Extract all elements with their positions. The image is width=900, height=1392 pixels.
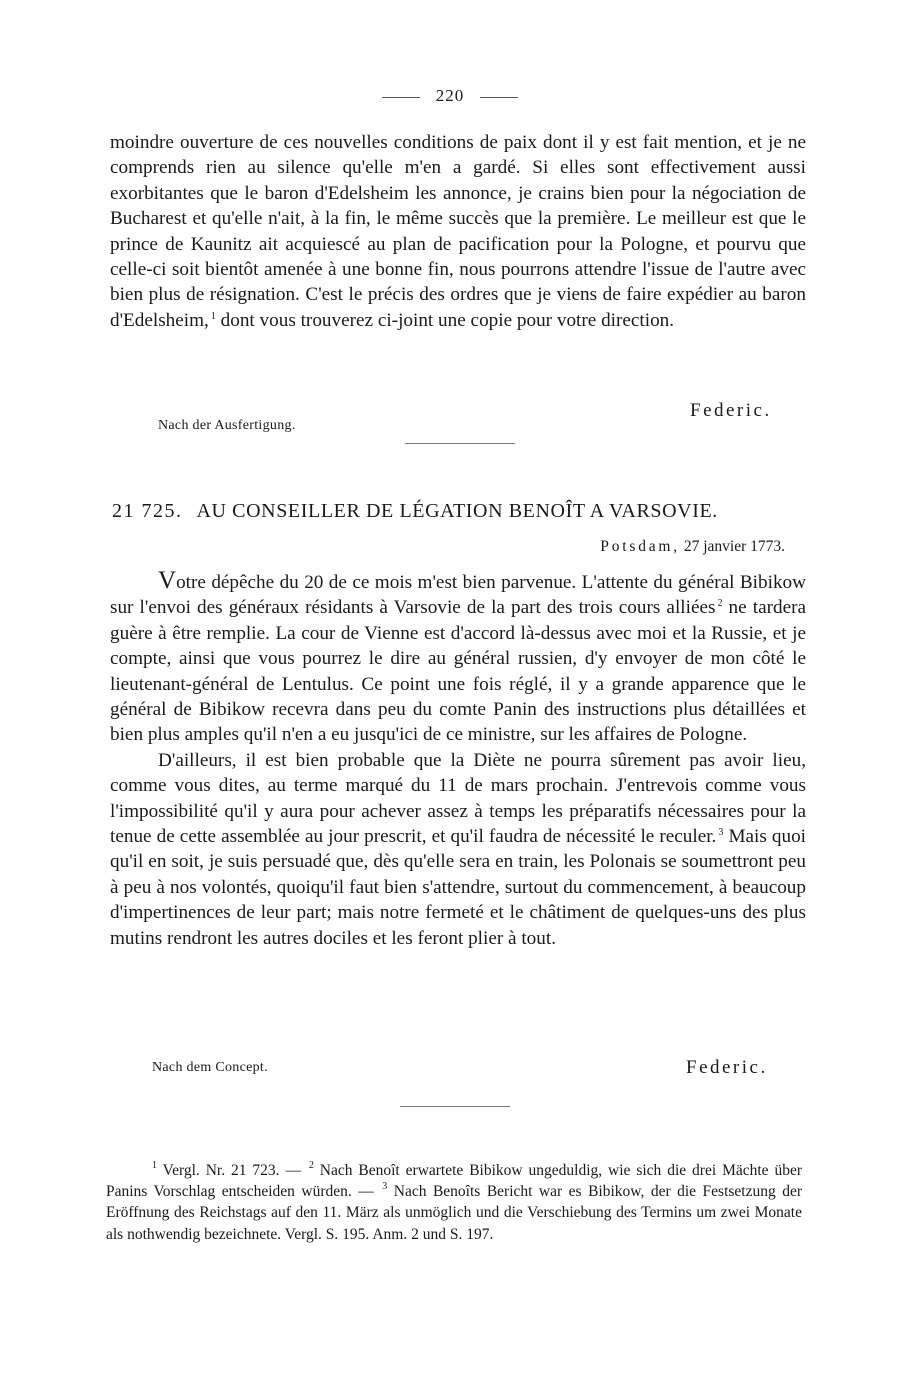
section-divider [405,443,515,444]
letter-date: 27 janvier 1773. [683,538,785,555]
footnote-ref-2: 2 [717,598,723,610]
footnote-mark-2: 2 [308,1160,314,1171]
footnote-1: Vergl. Nr. 21 723. — [162,1162,301,1179]
paragraph-1-text-a: otre dépêche du 20 de ce mois m'est bien parvenue. L'attente du général Bibikow sur l'envoi des généraux résidants à Varsovie de la part des trois cours alliées [110,572,806,619]
previous-letter-signature: Federic. [690,400,772,421]
footnote-mark-1: 1 [152,1160,157,1171]
footnote-2: Nach Benoît erwartete Bibikow ungeduldig, wie sich die drei Mächte über Panins Vorschlag entscheiden würden. — [106,1162,802,1201]
footnote-ref-3: 3 [718,827,724,839]
page-number [0,86,900,106]
previous-letter-source: Nach der Ausfertigung. [158,418,296,433]
letter-source: Nach dem Concept. [152,1060,268,1075]
paragraph-1-text-b: ne tardera guère à être remplie. La cour de Vienne est d'accord là-dessus avec moi et la Russie, et je compte, ainsi que vous pourrez le dire au général russien, d'y envoyer de mon côté le lieutenant-général de Lentulus. Ce point une fois réglé, il y a grande apparence que le général de Bibikow recevra dans peu du comte Panin des instructions plus détaillées et bien plus amples qu'il n'en a eu jusqu'ici de ce ministre, sur les affaires de Pologne. [110,597,806,746]
letter-heading [112,500,808,523]
letter-number: 21 725. [112,500,183,522]
previous-letter-paragraph [110,130,806,333]
previous-letter-text-end: dont vous trouverez ci-joint une copie pour votre direction. [220,309,675,331]
page-number-rule-right [480,97,518,98]
letter-signature: Federic. [686,1057,768,1078]
letter-title: AU CONSEILLER DE LÉGATION BENOÎT A VARSOVIE. [196,500,718,522]
paragraph-2-text-b: Mais quoi qu'il en soit, je suis persuadé que, dès qu'elle sera en train, les Polonais se soumettront peu à peu à nos volontés, quoiqu'il faut bien s'attendre, surtout du commencement, à beaucoup d'impertinences de leur part; mais notre fermeté et le châtiment de quelques-uns des plus mutins rendront les autres dociles et les feront plier à tout. [110,826,806,949]
footnote-block [106,1160,802,1245]
footnote-mark-3: 3 [382,1181,388,1193]
drop-initial: V [158,567,177,594]
paragraph-2-text-a: D'ailleurs, il est bien probable que la Diète ne pourra sûrement pas avoir lieu, comme vous dites, au terme marqué du 11 de mars prochain. J'entrevois comme vous l'impossibilité qu'il y aura pour achever assez à temps les préparatifs nécessaires pour la tenue de cette assemblée au jour prescrit, et qu'il faudra de nécessité le reculer. [110,749,806,848]
previous-letter-text: moindre ouverture de ces nouvelles conditions de paix dont il y est fait mention, et je ne comprends rien au silence qu'elle m'en a gardé. Si elles sont effectivement aussi exorbitantes que le baron d'Edelsheim les annonce, je crains bien pour la négociation de Bucharest et qu'elle n'ait, à la fin, le même succès que la première. Le meilleur est que le prince de Kaunitz ait acquiescé au plan de pacification pour la Pologne, et pourvu que celle-ci soit bientôt amenée à une bonne fin, nous pourrons attendre l'issue de l'autre avec bien plus de résignation. C'est le précis des ordres que je viens de faire expédier au baron d'Edelsheim, [110,132,806,331]
previous-letter-body [110,130,806,333]
page-number-rule-left [382,97,420,98]
letter-paragraph-2 [110,748,806,951]
end-divider [400,1106,510,1107]
footnotes [106,1160,802,1245]
letter-place: Potsdam, [600,538,680,555]
letter-paragraph-1 [110,568,806,748]
footnote-3: Nach Benoîts Bericht war es Bibikow, der die Festsetzung der Eröffnung des Reichstags auf den 11. März als unmöglich und die Verschiebung des Termins um zwei Monate als nothwendig bezeichnete. Vergl. S. 195. Anm. 2 und S. 197. [106,1183,803,1243]
footnote-ref-1: 1 [210,310,216,322]
page-number-text: 220 [435,86,465,105]
letter-place-date [600,538,785,556]
letter-body [110,568,806,951]
